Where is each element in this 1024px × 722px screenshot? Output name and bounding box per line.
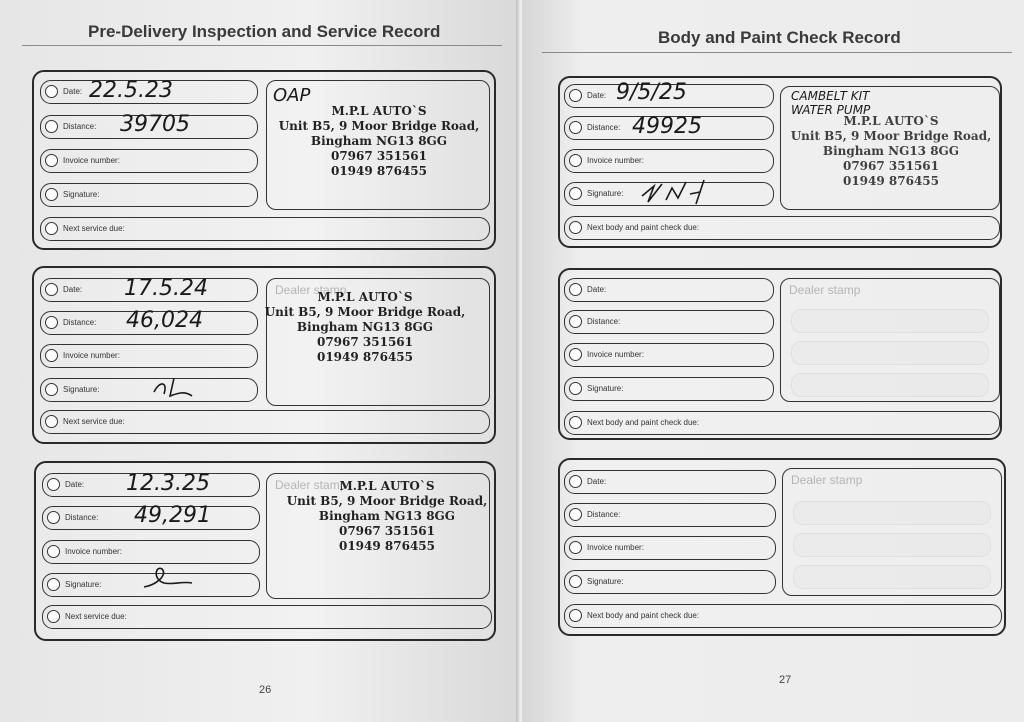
radio-icon <box>45 415 58 428</box>
dealer-stamp-box <box>780 278 1000 402</box>
radio-icon <box>569 89 582 102</box>
invoice-field[interactable]: Invoice number: <box>564 343 774 367</box>
radio-icon <box>569 416 582 429</box>
signature-scribble <box>638 174 728 208</box>
service-record-2 <box>32 266 496 444</box>
page-number: 27 <box>779 674 792 686</box>
radio-icon <box>45 85 58 98</box>
radio-icon <box>569 221 582 234</box>
radio-icon <box>47 610 60 623</box>
dealer-stamp: M.P.L AUTO`S Unit B5, 9 Moor Bridge Road, Bingham NG13 8GG 07967 351561 01949 876455 <box>790 114 992 188</box>
distance-field[interactable]: Distance: <box>40 311 258 335</box>
radio-icon <box>569 541 582 554</box>
radio-icon <box>47 545 60 558</box>
date-field[interactable]: Date: <box>42 473 260 497</box>
right-page-title: Body and Paint Check Record <box>658 28 901 47</box>
radio-icon <box>569 315 582 328</box>
next-check-field[interactable]: Next body and paint check due: <box>564 411 1000 435</box>
radio-icon <box>569 475 582 488</box>
radio-icon <box>45 283 58 296</box>
invoice-field[interactable]: Invoice number: <box>40 344 258 368</box>
signature-field[interactable]: Signature: <box>42 573 260 597</box>
radio-icon <box>569 154 582 167</box>
radio-icon <box>569 609 582 622</box>
next-service-field[interactable]: Next service due: <box>40 410 490 434</box>
radio-icon <box>569 382 582 395</box>
handwritten-distance: 39705 <box>120 112 190 137</box>
body-paint-record-1 <box>558 76 1002 248</box>
handwritten-distance: 49,291 <box>134 503 211 528</box>
radio-icon <box>45 222 58 235</box>
invoice-field[interactable]: Invoice number: <box>40 149 258 173</box>
radio-icon <box>569 187 582 200</box>
page-number: 26 <box>259 684 272 696</box>
date-field[interactable]: Date: <box>564 470 776 494</box>
dealer-stamp-label: Dealer stamp <box>275 478 347 492</box>
next-check-field[interactable]: Next body and paint check due: <box>564 604 1002 628</box>
radio-icon <box>569 348 582 361</box>
distance-field[interactable]: Distance: <box>40 115 258 139</box>
radio-icon <box>45 154 58 167</box>
dealer-stamp: M.P.L AUTO`S Unit B5, 9 Moor Bridge Road, Bingham NG13 8GG 07967 351561 01949 876455 <box>286 479 488 553</box>
next-service-field[interactable]: Next service due: <box>40 217 490 241</box>
date-field[interactable]: Date: <box>40 278 258 302</box>
distance-field[interactable]: Distance: <box>42 506 260 530</box>
radio-icon <box>47 511 60 524</box>
left-title-rule <box>22 45 502 46</box>
radio-icon <box>45 316 58 329</box>
date-field[interactable]: Date: <box>40 80 258 104</box>
handwritten-date: 9/5/25 <box>616 80 687 105</box>
signature-field[interactable]: Signature: <box>564 377 774 401</box>
distance-field[interactable]: Distance: <box>564 503 776 527</box>
next-service-field[interactable]: Next service due: <box>42 605 492 629</box>
dealer-stamp-label: Dealer stamp <box>791 473 863 487</box>
stamp-note-line1: CAMBELT KIT <box>791 89 870 103</box>
dealer-stamp: M.P.L AUTO`S Unit B5, 9 Moor Bridge Road, Bingham NG13 8GG 07967 351561 01949 876455 <box>264 290 466 364</box>
body-paint-record-3 <box>558 458 1006 636</box>
handwritten-date: 22.5.23 <box>89 78 173 103</box>
radio-icon <box>45 349 58 362</box>
dealer-stamp-label: Dealer stamp <box>275 283 347 297</box>
signature-scribble <box>146 372 196 402</box>
radio-icon <box>45 188 58 201</box>
next-check-field[interactable]: Next body and paint check due: <box>564 216 1000 240</box>
handwritten-distance: 49925 <box>632 114 702 139</box>
stamp-note-line2: WATER PUMP <box>791 103 871 117</box>
stamp-note: OAP <box>273 85 311 106</box>
radio-icon <box>47 478 60 491</box>
distance-field[interactable]: Distance: <box>564 116 774 140</box>
signature-field[interactable]: Signature: <box>564 570 776 594</box>
handwritten-date: 12.3.25 <box>126 471 210 496</box>
service-record-3 <box>34 461 496 641</box>
service-record-1 <box>32 70 496 250</box>
signature-field[interactable]: Signature: <box>564 182 774 206</box>
body-paint-record-2 <box>558 268 1002 440</box>
date-field[interactable]: Date: <box>564 84 774 108</box>
signature-scribble <box>138 561 198 595</box>
dealer-stamp-box <box>782 468 1002 596</box>
radio-icon <box>569 575 582 588</box>
invoice-field[interactable]: Invoice number: <box>564 536 776 560</box>
left-page-title: Pre-Delivery Inspection and Service Record <box>88 22 441 41</box>
radio-icon <box>45 383 58 396</box>
radio-icon <box>45 120 58 133</box>
distance-field[interactable]: Distance: <box>564 310 774 334</box>
invoice-field[interactable]: Invoice number: <box>42 540 260 564</box>
right-title-rule <box>542 52 1012 53</box>
right-page <box>522 0 1024 722</box>
handwritten-date: 17.5.24 <box>124 276 208 301</box>
signature-field[interactable]: Signature: <box>40 378 258 402</box>
radio-icon <box>569 283 582 296</box>
radio-icon <box>47 578 60 591</box>
radio-icon <box>569 121 582 134</box>
radio-icon <box>569 508 582 521</box>
handwritten-distance: 46,024 <box>126 308 203 333</box>
date-field[interactable]: Date: <box>564 278 774 302</box>
signature-field[interactable]: Signature: <box>40 183 258 207</box>
dealer-stamp-label: Dealer stamp <box>789 283 861 297</box>
invoice-field[interactable]: Invoice number: <box>564 149 774 173</box>
dealer-stamp: M.P.L AUTO`S Unit B5, 9 Moor Bridge Road, Bingham NG13 8GG 07967 351561 01949 876455 <box>278 104 480 178</box>
